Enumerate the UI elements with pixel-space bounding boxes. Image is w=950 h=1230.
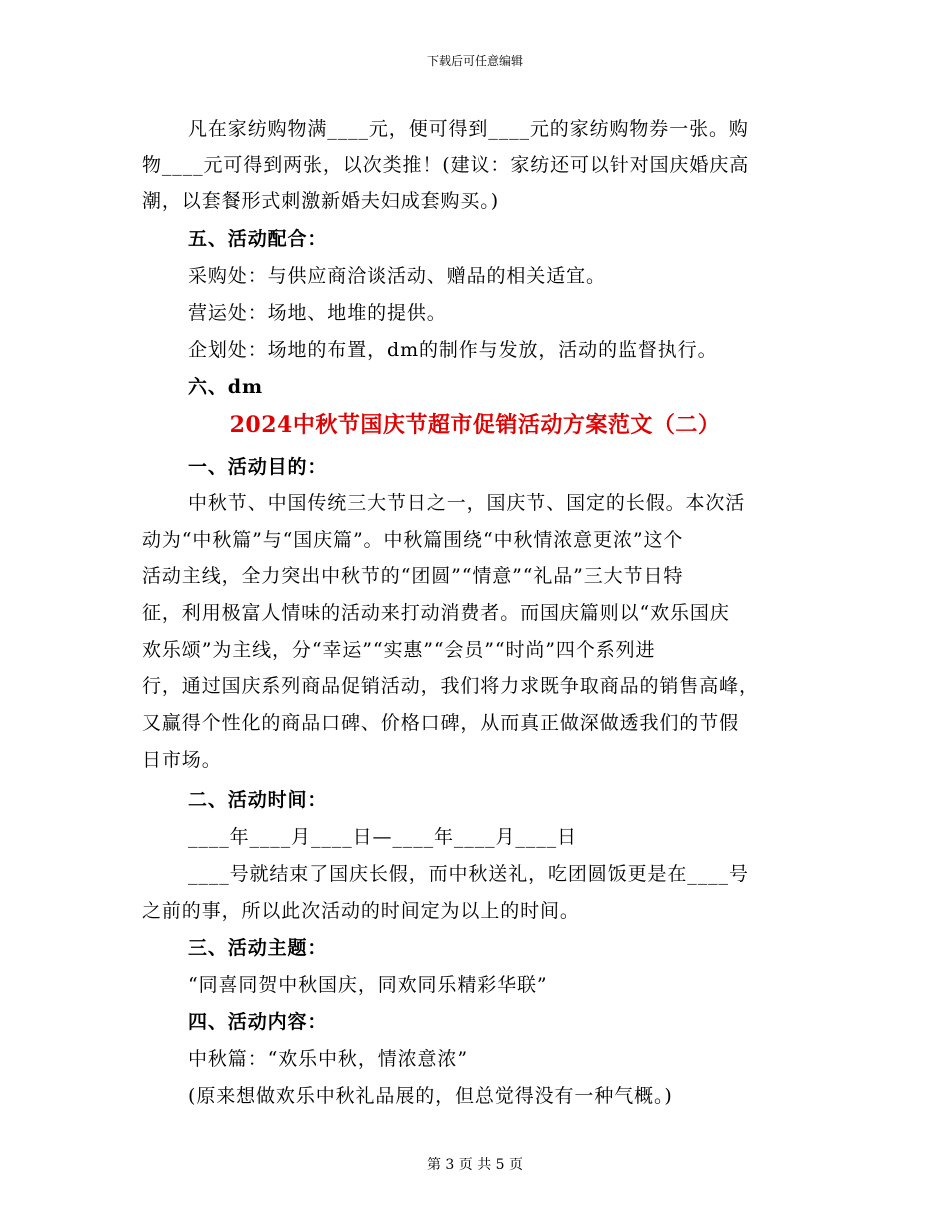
body-line: 中秋节、中国传统三大节日之一，国庆节、国定的长假。本次活	[188, 492, 746, 514]
document-title: 2024中秋节国庆节超市促销活动方案范文（二）	[229, 412, 721, 438]
body-line: (原来想做欢乐中秋礼品展的，但总觉得没有一种气概。)	[188, 1085, 673, 1107]
section-heading: 一、活动目的：	[188, 456, 328, 478]
section-heading: 三、活动主题：	[188, 937, 328, 959]
page-header: 下载后可任意编辑	[426, 54, 523, 68]
section-heading: 六、dm	[188, 376, 263, 398]
body-line: 中秋篇：“欢乐中秋，情浓意浓”	[188, 1048, 468, 1070]
body-line: 活动主线，全力突出中秋节的“团圆”“情意”“礼品”三大节日特	[142, 565, 684, 587]
body-line: 营运处：场地、地堆的提供。	[188, 302, 447, 324]
body-line: 动为“中秋篇”与“国庆篇”。中秋篇围绕“中秋情浓意更浓”这个	[142, 529, 684, 551]
body-line: ____号就结束了国庆长假，而中秋送礼，吃团圆饭更是在____号	[188, 863, 749, 885]
body-line: 之前的事，所以此次活动的时间定为以上的时间。	[142, 900, 580, 922]
body-line: 凡在家纺购物满____元，便可得到____元的家纺购物券一张。购	[188, 118, 749, 140]
body-line: 征，利用极富人情味的活动来打动消费者。而国庆篇则以“欢乐国庆	[142, 602, 730, 624]
section-heading: 二、活动时间：	[188, 789, 328, 811]
body-line: ____年____月____日—____年____月____日	[188, 826, 577, 848]
body-line: 采购处：与供应商洽谈活动、赠品的相关适宜。	[188, 265, 606, 287]
body-line: 日市场。	[142, 749, 222, 771]
body-line: “同喜同贺中秋国庆，同欢同乐精彩华联”	[188, 974, 548, 996]
body-line: 欢乐颂”为主线，分“幸运”“实惠”“会员”“时尚”四个系列进	[142, 639, 656, 661]
section-heading: 五、活动配合：	[188, 228, 328, 250]
body-line: 行，通过国庆系列商品促销活动，我们将力求既争取商品的销售高峰，	[142, 675, 759, 697]
page-footer: 第 3 页 共 5 页	[426, 1157, 524, 1173]
section-heading: 四、活动内容：	[188, 1011, 328, 1033]
body-line: 物____元可得到两张，以次类推！(建议：家纺还可以针对国庆婚庆高	[142, 154, 750, 176]
body-line: 潮，以套餐形式刺激新婚夫妇成套购买。)	[142, 190, 500, 212]
body-line: 又赢得个性化的商品口碑、价格口碑，从而真正做深做透我们的节假	[142, 712, 740, 734]
body-line: 企划处：场地的布置，dm的制作与发放，活动的监督执行。	[188, 339, 718, 361]
